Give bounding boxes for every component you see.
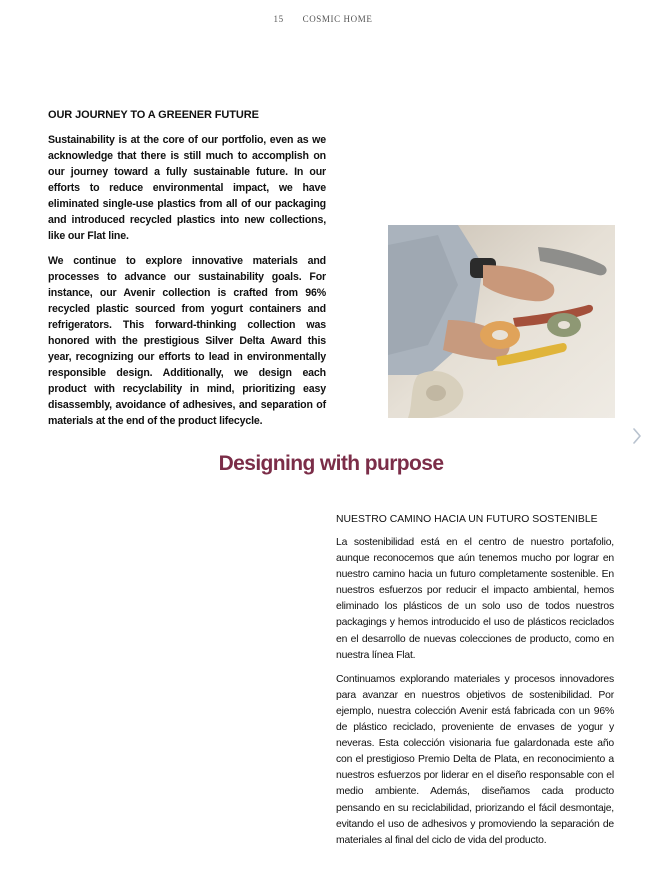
spanish-paragraph: Continuamos explorando materiales y procesos innovadores para avanzar en nuestros objetivos de sostenibilidad. Por ejemplo, nuestra colección Avenir está fabricada con un 96% de plástico reciclado, proveniente de envases de yogur y neveras. Esta colección visionaria fue galardonada este año con el prestigioso Premio Delta de Plata, en reconocimiento a nuestros esfuerzos por liderar en el diseño responsable con el medio ambiente. Además, diseñamos cada producto pensando en su reciclabilidad, priorizando el fácil desmontaje, evitando el uso de adhesivos y promoviendo la separación de materiales al final del ciclo de vida del producto. <box>336 673 614 846</box>
english-paragraph: We continue to explore innovative materials and processes to advance our sustainability goals. For instance, our Avenir collection is crafted from 96% recycled plastic sourced from yogurt containers and refrigerators. This forward-thinking collection was honored with the prestigious Silver Delta Award this year, recognizing our efforts to lead in environmentally responsible design. Additionally, we design each product with recyclability in mind, prioritizing easy disassembly, avoidance of adhesives, and separation of materials at the end of the product lifecycle. <box>48 255 326 427</box>
spanish-heading: NUESTRO CAMINO HACIA UN FUTURO SOSTENIBLE <box>336 514 598 525</box>
english-heading: OUR JOURNEY TO A GREENER FUTURE <box>48 109 259 121</box>
page-number: 15 <box>273 14 284 24</box>
english-column <box>48 108 326 438</box>
page-header <box>0 14 646 24</box>
brand-name: COSMIC HOME <box>302 14 373 24</box>
section-title: Designing with purpose <box>218 452 444 475</box>
english-paragraph: Sustainability is at the core of our portfolio, even as we acknowledge that there is still much to accomplish on our journey toward a fully sustainable future. In our efforts to reduce environmental impact, we have eliminated single-use plastics from all of our packaging and introduced recycled plastics into new collections, like our Flat line. <box>48 134 326 242</box>
spanish-paragraph: La sostenibilidad está en el centro de nuestro portafolio, aunque reconocemos que aún tenemos mucho por lograr en nuestro camino hacia un futuro completamente sostenible. En nuestros esfuerzos por reducir el impacto ambiental, hemos eliminado los plásticos de un solo uso de todos nuestros packagings y hemos introducido el uso de plásticos reciclados en el desarrollo de nuevas colecciones de producto, como en nuestra línea Flat. <box>336 537 614 661</box>
chevron-right-icon[interactable] <box>630 426 644 446</box>
spanish-column <box>336 513 614 857</box>
product-photo <box>388 225 615 418</box>
